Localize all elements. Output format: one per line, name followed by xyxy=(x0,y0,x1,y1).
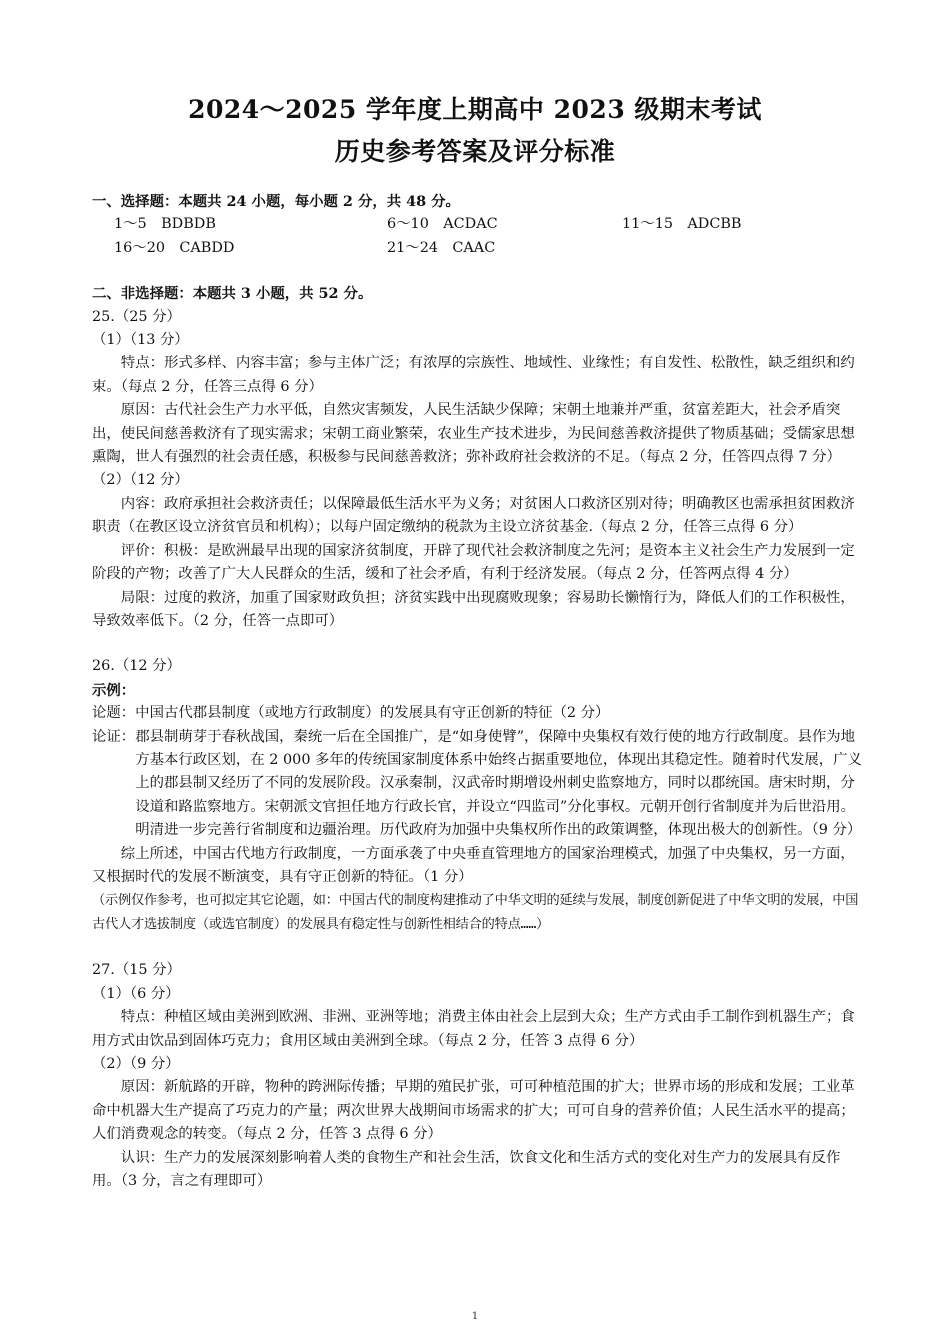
spacer xyxy=(92,633,862,655)
q27-title: 27.（15 分） xyxy=(92,962,181,979)
mc-answer-group: 11～15 ADCBB xyxy=(622,216,742,233)
section2-heading: 二、非选择题：本题共 3 小题，共 52 分。 xyxy=(92,285,373,303)
q26-example-label: 示例： xyxy=(92,681,136,699)
q26-conclusion: 综上所述，中国古代地方行政制度，一方面承袭了中央垂直管理地方的国家治理模式，加强了中央集权，另一方面，又根据时代的发展不断演变，具有守正创新的特征。（1 分） xyxy=(92,845,855,885)
q27-part2-understanding: 认识：生产力的发展深刻影响着人类的食物生产和社会生活，饮食文化和生活方式的变化对生产力的发展具有反作用。（3 分，言之有理即可） xyxy=(92,1149,841,1190)
q27-part1-features: 特点：种植区域由美洲到欧洲、非洲、亚洲等地；消费主体由社会上层到大众；生产方式由手工制作到机器生产；食用方式由饮品到固体巧克力；食用区域由美洲到全球。（每点 2 分，任答 3 点得 6 分） xyxy=(92,1009,855,1049)
exam-title: 2024～2025 学年度上期高中 2023 级期末考试 xyxy=(188,95,762,124)
mc-answer-group: 1～5 BDBDB xyxy=(114,216,216,233)
spacer xyxy=(92,937,862,959)
q26-thesis: 论题：中国古代郡县制度（或地方行政制度）的发展具有守正创新的特征（2 分） xyxy=(92,705,610,722)
section1-heading: 一、选择题：本题共 24 小题，每小题 2 分，共 48 分。 xyxy=(92,193,460,210)
q25-part1-reasons: 原因：古代社会生产力水平低，自然灾害频发，人民生活缺少保障；宋朝土地兼并严重，贫富差距大，社会矛盾突出，使民间慈善救济有了现实需求；宋朝工商业繁荣，农业生产技术进步，为民间慈善救济提供了物质基础；受儒家思想熏陶，世人有强烈的社会责任感，积极参与民间慈善救济；弥补政府社会救济的不足。（每点 2 分，任答四点得 7 分） xyxy=(92,402,855,466)
q25-part2-title: （2）（12 分） xyxy=(92,472,189,489)
answer-content xyxy=(92,190,862,1193)
mc-answer-group: 6～10 ACDAC xyxy=(387,216,498,233)
q25-part1-features: 特点：形式多样、内容丰富；参与主体广泛；有浓厚的宗族性、地域性、业缘性；有自发性、松散性，缺乏组织和约束。（每点 2 分，任答三点得 6 分） xyxy=(92,355,855,395)
q26-argument-body: 郡县制萌芽于春秋战国，秦统一后在全国推广，是“如身使臂”，保障中央集权有效行使的地方行政制度。县作为地方基本行政区划，在 2 000 多年的传统国家制度体系中始终占据重要地位，体现出其稳定性。随着时代发展，广义上的郡县制又经历了不同的发展阶段。汉承秦制，汉武帝时期增设州刺史监察地方，同时以郡统国。唐宋时期，分设道和路监察地方。宋朝派文官担任地方行政长官，并设立“四监司”分化事权。元朝开创行省制度并为后世沿用。明清进一步完善行省制度和边疆治理。历代政府为加强中央集权所作出的政策调整，体现出极大的创新性。（9 分） xyxy=(135,728,862,839)
q25-title: 25.（25 分） xyxy=(92,308,181,325)
q27-part2-reasons: 原因：新航路的开辟，物种的跨洲际传播；早期的殖民扩张，可可种植范围的扩大；世界市场的形成和发展；工业革命中机器大生产提高了巧克力的产量；两次世界大战期间市场需求的扩大；可可自身的营养价值；人民生活水平的提高；人们消费观念的转变。（每点 2 分，任答 3 点得 6 分） xyxy=(92,1079,855,1143)
q26-note: （示例仅作参考，也可拟定其它论题，如：中国古代的制度构建推动了中华文明的延续与发展，制度创新促进了中华文明的发展，中国古代人才选拔制度（或选官制度）的发展具有稳定性与创新性相结合的特点……） xyxy=(92,893,859,933)
exam-subtitle: 历史参考答案及评分标准 xyxy=(334,137,616,166)
q27-part2-title: （2）（9 分） xyxy=(92,1056,180,1072)
q26-argument xyxy=(92,726,862,843)
q26-argument-label: 论证： xyxy=(92,728,136,745)
spacer xyxy=(92,260,862,282)
q25-part2-content: 内容：政府承担社会救济责任；以保障最低生活水平为义务；对贫困人口救济区别对待；明确教区也需承担贫困救济职责（在教区设立济贫官员和机构）；以每户固定缴纳的税款为主设立济贫基金.（每点 2 分，任答三点得 6 分） xyxy=(92,495,855,536)
q25-part1-title: （1）（13 分） xyxy=(92,332,189,349)
mc-answer-row xyxy=(92,237,862,260)
mc-answer-group: 16～20 CABDD xyxy=(114,239,235,256)
mc-answer-group: 21～24 CAAC xyxy=(387,239,496,256)
q25-part2-limitations: 局限：过度的救济，加重了国家财政负担；济贫实践中出现腐败现象；容易助长懒惰行为，降低人们的工作积极性，导致效率低下。（2 分，任答一点即可） xyxy=(92,589,855,629)
page-number: 1 xyxy=(471,1311,479,1322)
q25-part2-evaluation: 评价：积极：是欧洲最早出现的国家济贫制度，开辟了现代社会救济制度之先河；是资本主义社会生产力发展到一定阶段的产物；改善了广大人民群众的生活，缓和了社会矛盾，有利于经济发展。（每点 2 分，任答两点得 4 分） xyxy=(92,542,855,583)
mc-answer-row xyxy=(92,213,862,236)
q26-title: 26.（12 分） xyxy=(92,658,181,675)
q27-part1-title: （1）（6 分） xyxy=(92,985,180,1002)
